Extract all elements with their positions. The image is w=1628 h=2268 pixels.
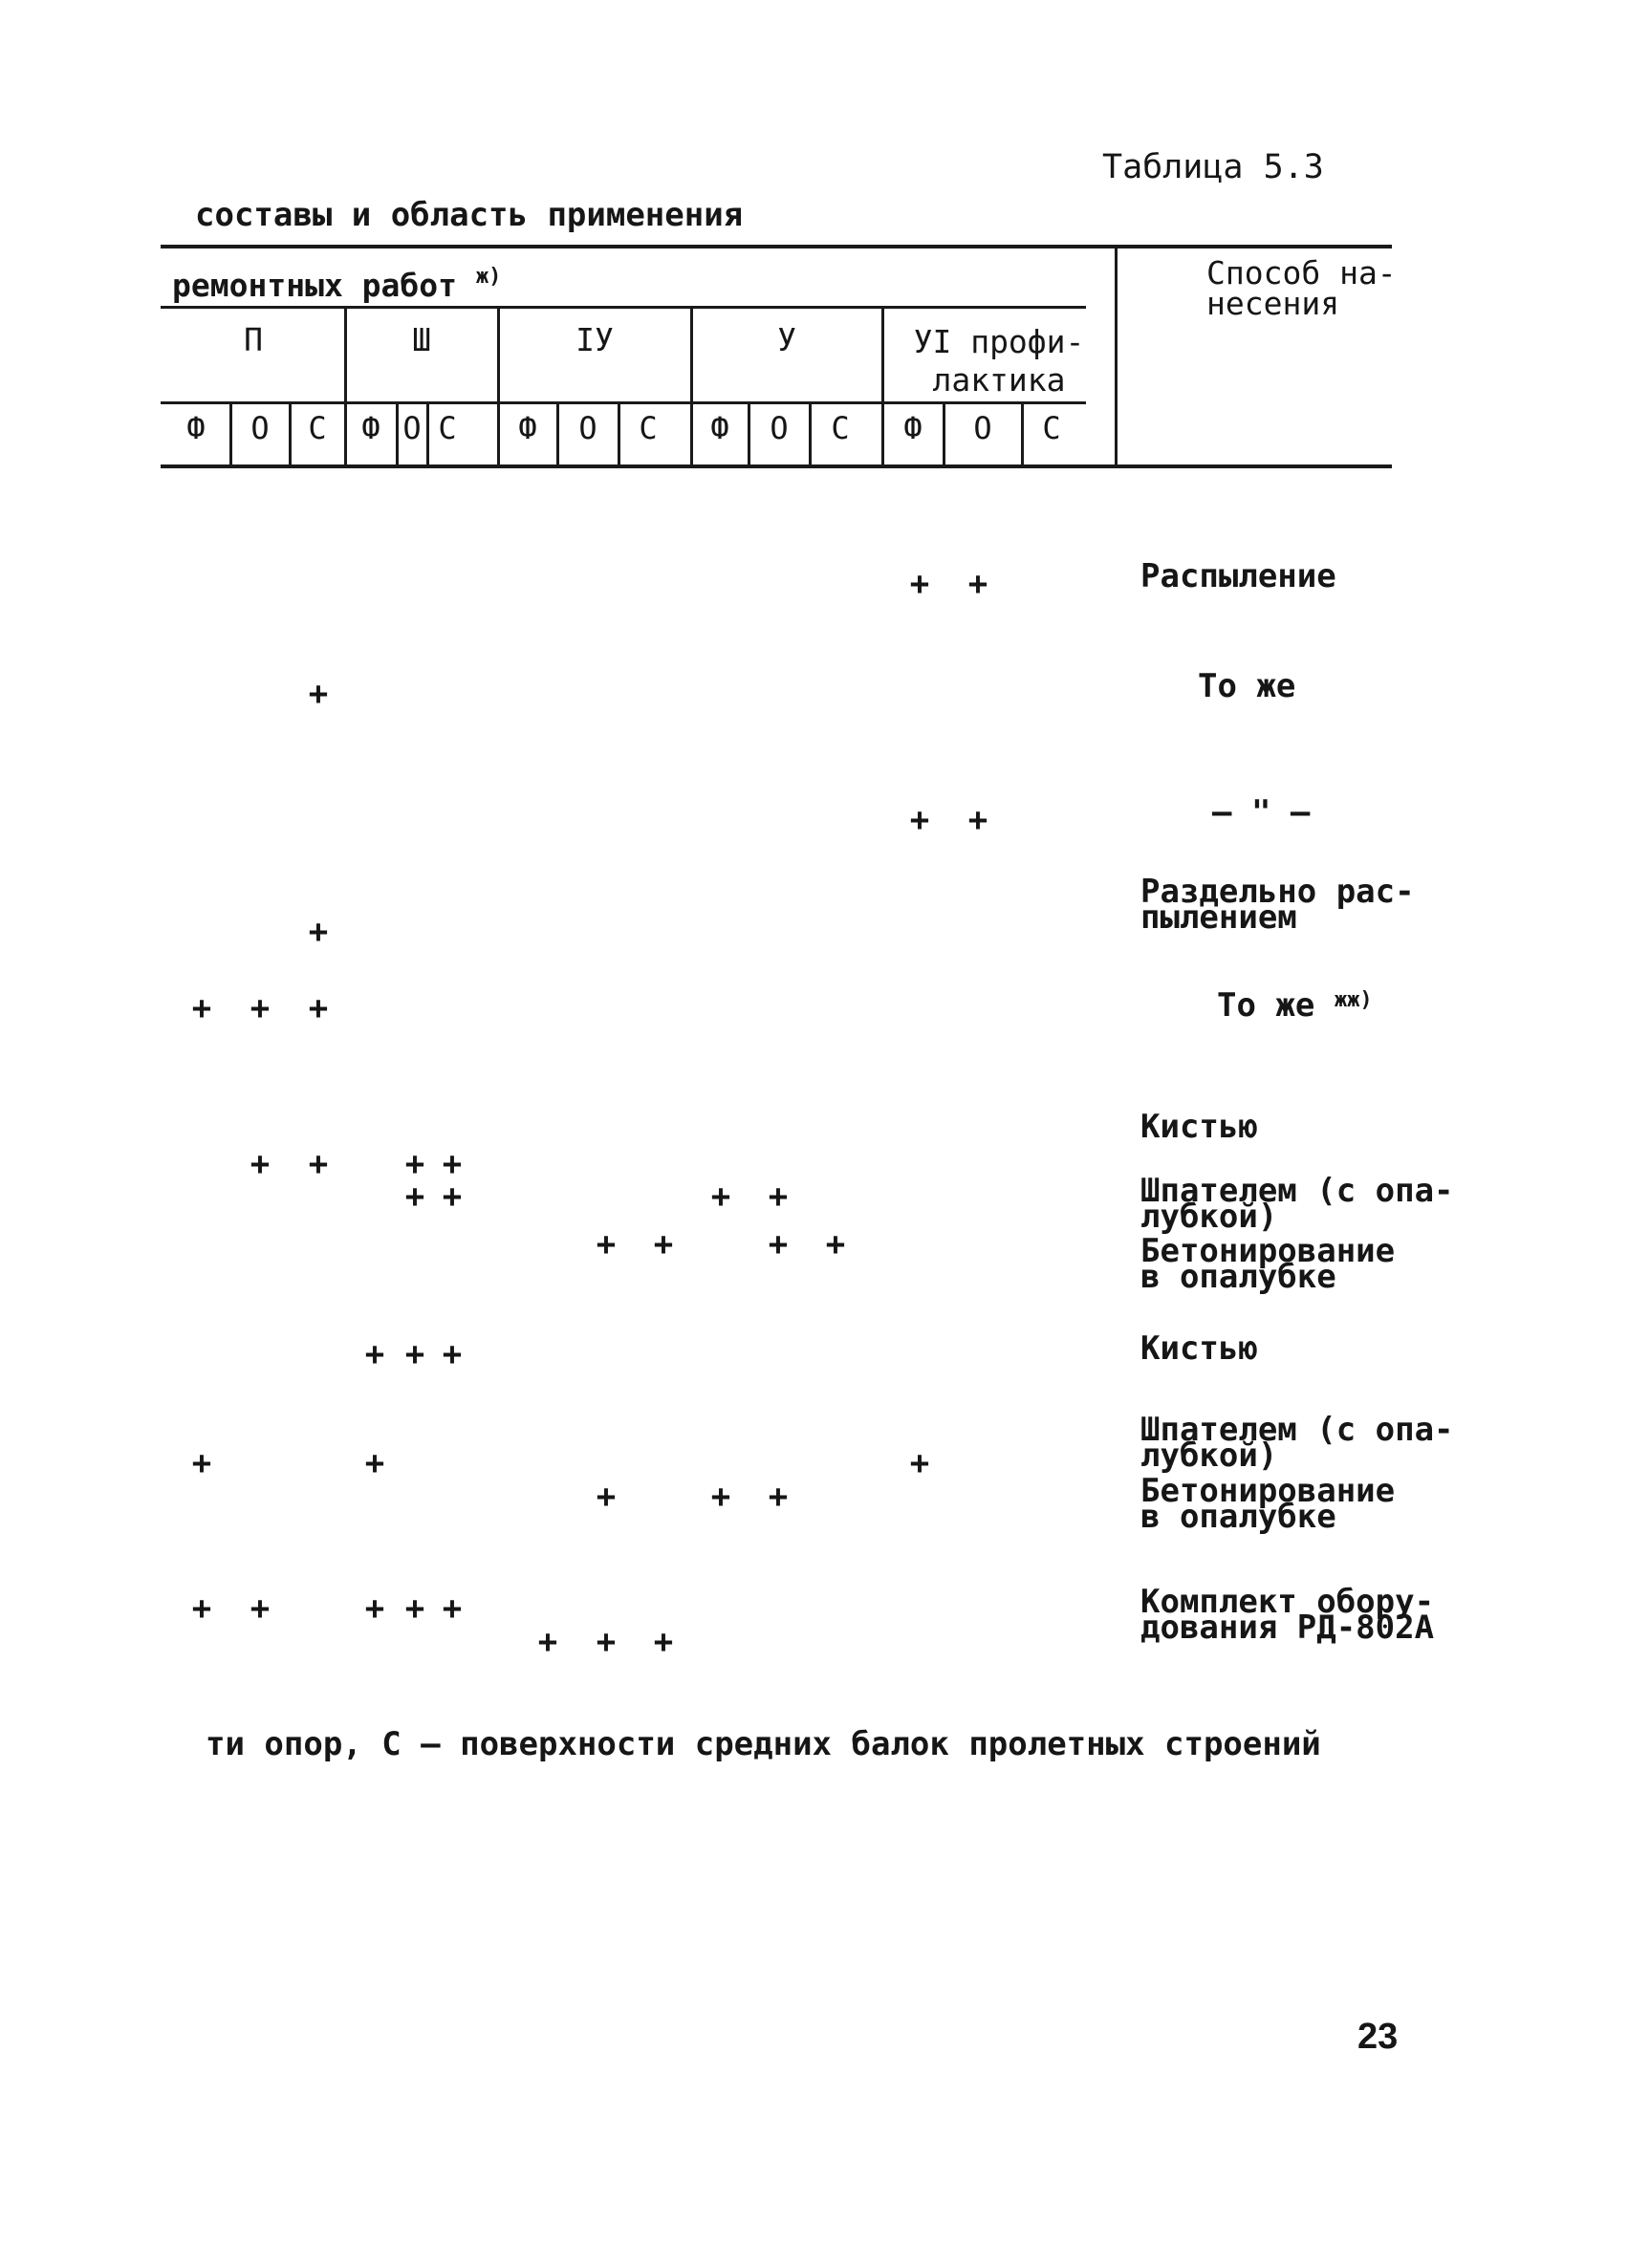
plus-mark: + bbox=[364, 1444, 385, 1482]
subcol-o: О bbox=[973, 410, 992, 446]
subcol-o: О bbox=[402, 410, 422, 446]
subcol-f: Ф bbox=[710, 410, 729, 446]
subcol-o: О bbox=[770, 410, 789, 446]
plus-mark: + bbox=[442, 1589, 463, 1628]
method-column-divider bbox=[1115, 245, 1118, 466]
method-9: Кистью bbox=[1140, 1329, 1258, 1368]
plus-mark: + bbox=[768, 1225, 789, 1264]
plus-mark: + bbox=[596, 1623, 617, 1661]
method-8: Бетонирование в опалубке bbox=[1140, 1232, 1396, 1296]
plus-mark: + bbox=[250, 989, 271, 1027]
subcol-s: С bbox=[639, 410, 658, 446]
group-header-6: УI профи- лактика bbox=[913, 323, 1085, 399]
subcol-f: Ф bbox=[186, 410, 206, 446]
plus-mark: + bbox=[308, 1145, 329, 1183]
plus-mark: + bbox=[442, 1335, 463, 1373]
plus-mark: + bbox=[191, 1589, 212, 1628]
page-number: 23 bbox=[1357, 2017, 1399, 2057]
subcol-o: О bbox=[250, 410, 270, 446]
plus-mark: + bbox=[653, 1623, 674, 1661]
method-6: Кистью bbox=[1140, 1108, 1258, 1146]
method-11: Бетонирование в опалубке bbox=[1140, 1472, 1396, 1536]
table-caption: составы и область применения bbox=[195, 196, 744, 234]
method-3: – " – bbox=[1212, 793, 1311, 832]
plus-mark: + bbox=[537, 1623, 558, 1661]
plus-mark: + bbox=[442, 1177, 463, 1216]
plus-mark: + bbox=[710, 1478, 731, 1516]
table-number: Таблица 5.3 bbox=[1102, 148, 1324, 186]
method-5-label: То же bbox=[1217, 986, 1315, 1025]
group-rule bbox=[161, 306, 1086, 309]
subcol-f: Ф bbox=[361, 410, 380, 446]
plus-mark: + bbox=[442, 1145, 463, 1183]
method-10: Шпателем (с опа- лубкой) bbox=[1140, 1411, 1454, 1475]
plus-mark: + bbox=[596, 1225, 617, 1264]
table-header-bottom-rule bbox=[161, 464, 1392, 468]
plus-mark: + bbox=[191, 1444, 212, 1482]
footer-note: ти опор, С – поверхности средних балок пролетных строений bbox=[206, 1725, 1321, 1763]
plus-mark: + bbox=[404, 1145, 425, 1183]
plus-mark: + bbox=[250, 1145, 271, 1183]
plus-mark: + bbox=[967, 565, 988, 603]
plus-mark: + bbox=[768, 1478, 789, 1516]
method-5-mark: жж) bbox=[1334, 988, 1373, 1012]
plus-mark: + bbox=[250, 1589, 271, 1628]
footnote-mark: ж) bbox=[475, 265, 502, 289]
plus-mark: + bbox=[308, 675, 329, 713]
subcol-f: Ф bbox=[903, 410, 923, 446]
method-1: Распыление bbox=[1140, 557, 1336, 595]
plus-mark: + bbox=[404, 1335, 425, 1373]
plus-mark: + bbox=[191, 989, 212, 1027]
subcol-s: С bbox=[831, 410, 850, 446]
group-header-3: Ш bbox=[412, 321, 431, 358]
method-header: Способ на- несения bbox=[1206, 254, 1397, 322]
plus-mark: + bbox=[825, 1225, 846, 1264]
plus-mark: + bbox=[364, 1589, 385, 1628]
method-12: Комплект обору- дования РД-802А bbox=[1140, 1583, 1435, 1647]
plus-mark: + bbox=[596, 1478, 617, 1516]
method-2: То же bbox=[1198, 667, 1296, 705]
plus-mark: + bbox=[909, 1444, 930, 1482]
plus-mark: + bbox=[710, 1177, 731, 1216]
plus-mark: + bbox=[967, 801, 988, 839]
group-header-5: У bbox=[777, 321, 796, 358]
subcol-rule bbox=[161, 401, 1086, 404]
plus-mark: + bbox=[909, 801, 930, 839]
subcol-s: С bbox=[438, 410, 457, 446]
repair-work-heading bbox=[172, 260, 501, 302]
subcol-s: С bbox=[1042, 410, 1061, 446]
plus-mark: + bbox=[364, 1335, 385, 1373]
group-header-4: IУ bbox=[575, 321, 614, 358]
method-5 bbox=[1217, 986, 1373, 1025]
group-header-2: П bbox=[244, 321, 263, 358]
plus-mark: + bbox=[404, 1177, 425, 1216]
plus-mark: + bbox=[768, 1177, 789, 1216]
subcol-s: С bbox=[308, 410, 327, 446]
subcol-o: О bbox=[578, 410, 597, 446]
plus-mark: + bbox=[308, 913, 329, 951]
plus-mark: + bbox=[653, 1225, 674, 1264]
table-top-rule bbox=[161, 245, 1392, 248]
plus-mark: + bbox=[909, 565, 930, 603]
repair-work-label: ремонтных работ bbox=[172, 267, 458, 304]
plus-mark: + bbox=[404, 1589, 425, 1628]
subcol-f: Ф bbox=[518, 410, 537, 446]
method-4: Раздельно рас- пылением bbox=[1140, 873, 1415, 937]
method-7: Шпателем (с опа- лубкой) bbox=[1140, 1172, 1454, 1236]
plus-mark: + bbox=[308, 989, 329, 1027]
